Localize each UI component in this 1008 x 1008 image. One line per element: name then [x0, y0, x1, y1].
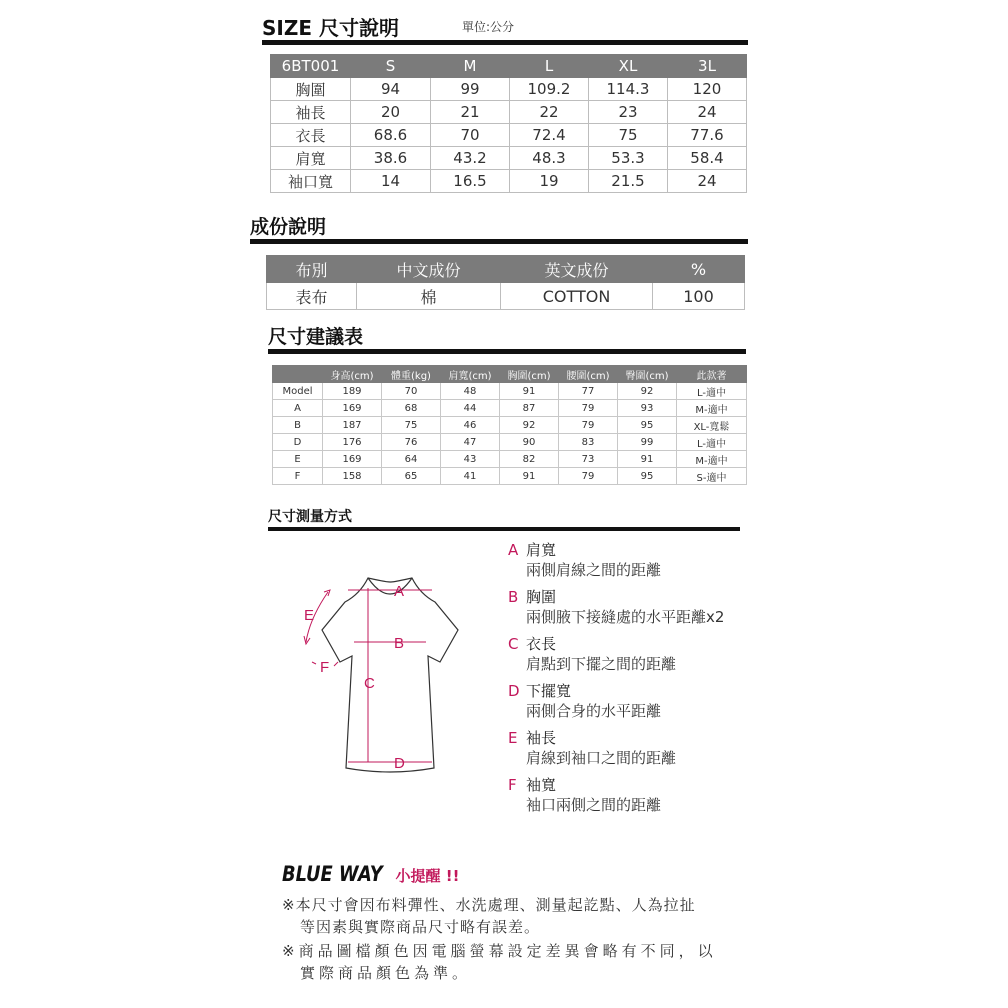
column-header: 體重(kg)	[382, 366, 441, 383]
measure-item-e	[508, 728, 748, 775]
composition-table	[266, 255, 745, 310]
diagram-label-e: E	[304, 607, 315, 624]
table-header-row	[267, 256, 745, 283]
table-cell: 158	[323, 468, 382, 485]
table-cell: 38.6	[351, 147, 431, 170]
column-header: 身高(cm)	[323, 366, 382, 383]
reminder-heading	[282, 862, 459, 886]
measure-letter: B	[508, 588, 519, 606]
table-cell: 22	[510, 101, 589, 124]
tshirt-neckline	[368, 578, 412, 594]
table-cell: 120	[668, 78, 747, 101]
composition-rule	[250, 239, 748, 244]
table-cell: 83	[559, 434, 618, 451]
table-cell: 79	[559, 400, 618, 417]
table-cell: 41	[441, 468, 500, 485]
table-row	[273, 383, 747, 400]
column-header: 腰圍(cm)	[559, 366, 618, 383]
table-row	[273, 468, 747, 485]
table-cell: 93	[618, 400, 677, 417]
reminder-note-2-line-1: ※商品圖檔顏色因電腦螢幕設定差異會略有不同，以	[282, 942, 717, 960]
table-cell: 24	[668, 101, 747, 124]
table-cell: 79	[559, 417, 618, 434]
table-cell: 90	[500, 434, 559, 451]
table-cell: 91	[500, 383, 559, 400]
composition-section-title: 成份說明	[250, 216, 327, 238]
recommend-section-title: 尺寸建議表	[268, 326, 364, 348]
measure-name: 衣長	[526, 635, 557, 653]
table-cell: 21.5	[589, 170, 668, 193]
table-cell: 21	[431, 101, 510, 124]
measure-item-f	[508, 775, 748, 822]
column-header: 3L	[668, 55, 747, 78]
reminder-note-1	[282, 894, 752, 938]
table-cell: A	[273, 400, 323, 417]
table-cell: 99	[431, 78, 510, 101]
table-cell: 99	[618, 434, 677, 451]
table-row	[273, 417, 747, 434]
table-row	[271, 147, 747, 170]
table-cell: E	[273, 451, 323, 468]
measure-letter: D	[508, 682, 520, 700]
table-cell: Model	[273, 383, 323, 400]
measure-letter: C	[508, 635, 519, 653]
table-row	[271, 124, 747, 147]
diagram-label-d: D	[394, 755, 405, 772]
column-header	[273, 366, 323, 383]
size-section-title: SIZE 尺寸說明	[262, 16, 399, 40]
measure-name: 下擺寬	[526, 682, 572, 700]
table-cell: 表布	[267, 283, 357, 310]
table-cell: 92	[500, 417, 559, 434]
table-cell: 79	[559, 468, 618, 485]
table-cell: 91	[500, 468, 559, 485]
reminder-note-2-line-2: 實際商品顏色為準。	[300, 964, 472, 982]
table-cell: 77	[559, 383, 618, 400]
table-cell: 68.6	[351, 124, 431, 147]
table-cell: M-適中	[677, 451, 747, 468]
table-cell: 43.2	[431, 147, 510, 170]
table-cell: 65	[382, 468, 441, 485]
reminder-label: 小提醒 !!	[395, 867, 460, 885]
measure-name: 袖寬	[526, 776, 557, 794]
measure-letter: E	[508, 729, 518, 747]
column-header: 胸圍(cm)	[500, 366, 559, 383]
table-cell: 77.6	[668, 124, 747, 147]
table-cell: 袖長	[271, 101, 351, 124]
table-cell: 114.3	[589, 78, 668, 101]
measure-item-c	[508, 634, 748, 681]
table-row	[273, 400, 747, 417]
table-header-row	[271, 55, 747, 78]
unit-label: 單位:公分	[462, 20, 515, 34]
table-cell: 44	[441, 400, 500, 417]
table-cell: F	[273, 468, 323, 485]
tshirt-outline	[322, 578, 458, 772]
table-cell: 87	[500, 400, 559, 417]
measure-section-title: 尺寸測量方式	[268, 509, 352, 525]
table-row	[273, 434, 747, 451]
table-cell: 169	[323, 400, 382, 417]
table-cell: L-適中	[677, 383, 747, 400]
measure-desc: 兩側肩線之間的距離	[526, 561, 662, 579]
table-cell: XL-寬鬆	[677, 417, 747, 434]
table-cell: 43	[441, 451, 500, 468]
table-cell: 189	[323, 383, 382, 400]
table-cell: 46	[441, 417, 500, 434]
measure-item-d	[508, 681, 748, 728]
measure-name: 胸圍	[526, 588, 557, 606]
measure-item-a	[508, 540, 748, 587]
table-cell: 衣長	[271, 124, 351, 147]
column-header: S	[351, 55, 431, 78]
table-cell: 92	[618, 383, 677, 400]
table-cell: 72.4	[510, 124, 589, 147]
column-header: 此款著	[677, 366, 747, 383]
table-cell: 76	[382, 434, 441, 451]
table-cell: 73	[559, 451, 618, 468]
table-cell: 95	[618, 417, 677, 434]
table-cell: 68	[382, 400, 441, 417]
column-header: 中文成份	[357, 256, 501, 283]
table-cell: 53.3	[589, 147, 668, 170]
measure-item-b	[508, 587, 748, 634]
size-table	[270, 54, 747, 193]
table-cell: D	[273, 434, 323, 451]
table-row	[271, 170, 747, 193]
measure-letter: F	[508, 776, 517, 794]
column-header: L	[510, 55, 589, 78]
measure-desc: 肩點到下擺之間的距離	[526, 655, 677, 673]
diagram-label-f: F	[320, 659, 330, 676]
table-cell: 176	[323, 434, 382, 451]
recommend-table	[272, 365, 747, 485]
table-cell: 20	[351, 101, 431, 124]
measure-desc: 兩側腋下接縫處的水平距離x2	[526, 608, 725, 626]
table-cell: 75	[589, 124, 668, 147]
table-cell: S-適中	[677, 468, 747, 485]
table-cell: 23	[589, 101, 668, 124]
measure-desc: 兩側合身的水平距離	[526, 702, 662, 720]
table-cell: 70	[382, 383, 441, 400]
table-cell: 48.3	[510, 147, 589, 170]
diagram-label-c: C	[364, 675, 375, 692]
table-cell: 91	[618, 451, 677, 468]
table-cell: 48	[441, 383, 500, 400]
column-header: 英文成份	[501, 256, 653, 283]
table-cell: 19	[510, 170, 589, 193]
table-cell: 58.4	[668, 147, 747, 170]
table-cell: 94	[351, 78, 431, 101]
table-cell: 187	[323, 417, 382, 434]
table-row	[271, 101, 747, 124]
table-header-row	[273, 366, 747, 383]
measure-name: 袖長	[526, 729, 557, 747]
diagram-label-b: B	[394, 635, 405, 652]
diagram-label-a: A	[394, 583, 405, 600]
table-row	[267, 283, 745, 310]
table-cell: 82	[500, 451, 559, 468]
table-cell: 64	[382, 451, 441, 468]
recommend-rule	[268, 349, 746, 354]
measure-desc: 肩線到袖口之間的距離	[526, 749, 677, 767]
measure-list	[508, 540, 748, 822]
table-cell: 肩寬	[271, 147, 351, 170]
tshirt-diagram	[290, 570, 490, 790]
table-cell: 14	[351, 170, 431, 193]
table-cell: 16.5	[431, 170, 510, 193]
measure-letter: A	[508, 541, 519, 559]
brand-logo: BLUE WAY	[282, 862, 383, 886]
measure-rule	[268, 527, 740, 531]
table-row	[271, 78, 747, 101]
reminder-note-1-line-2: 等因素與實際商品尺寸略有誤差。	[300, 918, 541, 936]
table-cell: 100	[653, 283, 745, 310]
measure-desc: 袖口兩側之間的距離	[526, 796, 662, 814]
column-header: M	[431, 55, 510, 78]
column-header: XL	[589, 55, 668, 78]
table-cell: 47	[441, 434, 500, 451]
table-cell: 棉	[357, 283, 501, 310]
table-cell: M-適中	[677, 400, 747, 417]
column-header: %	[653, 256, 745, 283]
table-cell: COTTON	[501, 283, 653, 310]
column-header: 布別	[267, 256, 357, 283]
table-cell: B	[273, 417, 323, 434]
column-header: 肩寬(cm)	[441, 366, 500, 383]
reminder-note-1-line-1: ※本尺寸會因布料彈性、水洗處理、測量起訖點、人為拉扯	[282, 896, 696, 914]
table-cell: 24	[668, 170, 747, 193]
reminder-note-2	[282, 940, 752, 984]
column-header: 6BT001	[271, 55, 351, 78]
table-cell: 70	[431, 124, 510, 147]
table-cell: 胸圍	[271, 78, 351, 101]
measure-name: 肩寬	[526, 541, 557, 559]
table-cell: 95	[618, 468, 677, 485]
table-cell: L-適中	[677, 434, 747, 451]
table-row	[273, 451, 747, 468]
table-cell: 75	[382, 417, 441, 434]
table-cell: 袖口寬	[271, 170, 351, 193]
table-cell: 169	[323, 451, 382, 468]
column-header: 臀圍(cm)	[618, 366, 677, 383]
table-cell: 109.2	[510, 78, 589, 101]
size-rule	[262, 40, 748, 45]
